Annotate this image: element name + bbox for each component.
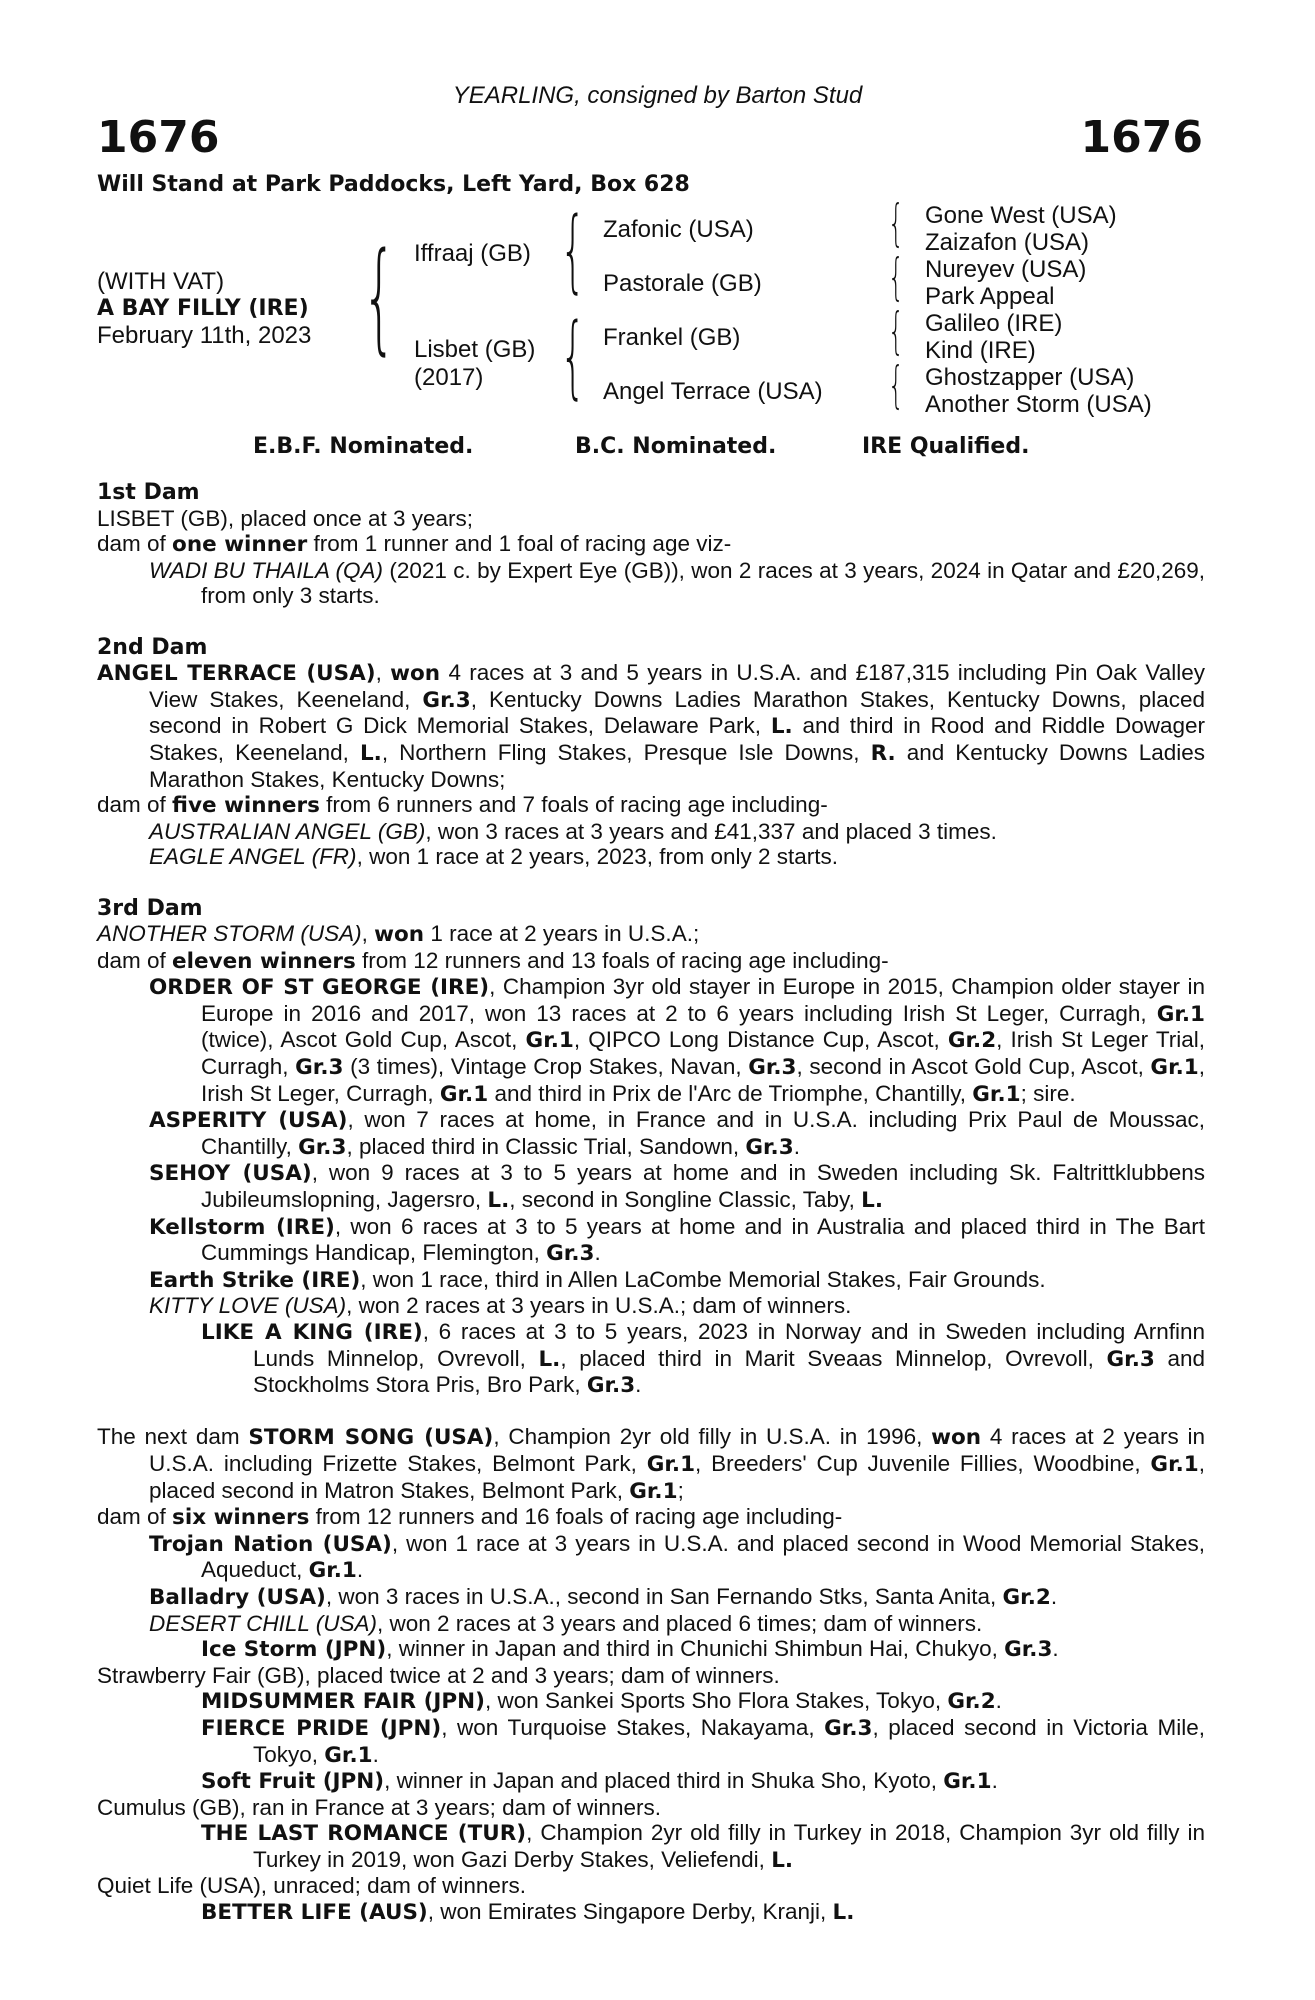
brace-gg4: { [888, 356, 904, 414]
next-dam-grand-progeny: MIDSUMMER FAIR (JPN), won Sankei Sports Sho Flora Stakes, Tokyo, Gr.2. [201, 1688, 1002, 1715]
third-dam-produce-summary: dam of eleven winners from 12 runners and 13 foals of racing age including- [97, 947, 889, 974]
brace-sire: { [560, 198, 586, 303]
third-dam-heading: 3rd Dam [97, 895, 203, 921]
granddam-paternal: Pastorale (GB) [603, 270, 762, 297]
second-dam-record: ANGEL TERRACE (USA), won 4 races at 3 and 5 years in U.S.A. and £187,315 including Pin Oak Valley View Stakes, Keeneland, Gr.3, Kentucky Downs Ladies Marathon Stakes, Kentucky Downs, placed second in Robert G Dick Memorial Stakes, Delaware Park, L. and third in Rood and Riddle Dowager Stakes, Keeneland, L., Northern Fling Stakes, Presque Isle Downs, R. and Kentucky Downs Ladies Marathon Stakes, Kentucky Downs; [97, 660, 1206, 792]
next-dam-record: The next dam STORM SONG (USA), Champion 2yr old filly in U.S.A. in 1996, won 4 races at 2 years in U.S.A. including Frizette Stakes, Belmont Park, Gr.1, Breeders' Cup Juvenile Fillies, Woodbine, Gr.1, placed second in Matron Stakes, Belmont Park, Gr.1; [97, 1424, 1205, 1504]
next-dam-progeny: Quiet Life (USA), unraced; dam of winners. [97, 1873, 526, 1899]
lot-number-right: 1676 [1080, 112, 1203, 163]
first-dam-heading: 1st Dam [97, 480, 200, 505]
great-grandparent-3: Nureyev (USA) [925, 256, 1087, 283]
horse-name: A BAY FILLY (IRE) [97, 296, 309, 321]
next-dam-progeny: Strawberry Fair (GB), placed twice at 2 and 3 years; dam of winners. [97, 1662, 780, 1688]
next-dam-grand-progeny: Ice Storm (JPN), winner in Japan and third in Chunichi Shimbun Hai, Chukyo, Gr.3. [201, 1636, 1059, 1663]
page-subtitle: YEARLING, consigned by Barton Stud [452, 82, 863, 109]
great-grandparent-6: Kind (IRE) [925, 337, 1036, 364]
second-dam-progeny: EAGLE ANGEL (FR), won 1 race at 2 years, 2023, from only 2 starts. [149, 844, 839, 870]
dam: Lisbet (GB) [414, 336, 536, 363]
third-dam-progeny: Earth Strike (IRE), won 1 race, third in Allen LaCombe Memorial Stakes, Fair Grounds. [149, 1266, 1046, 1293]
brace-horse: { [362, 228, 397, 367]
second-dam-progeny: AUSTRALIAN ANGEL (GB), won 3 races at 3 years and £41,337 and placed 3 times. [149, 818, 997, 844]
third-dam-grand-progeny: LIKE A KING (IRE), 6 races at 3 to 5 years, 2023 in Norway and in Sweden including Arnfinn Lunds Minnelop, Ovrevoll, L., placed third in Marit Sveaas Minnelop, Ovrevoll, Gr.3 and Stockholms Stora Pris, Bro Park, Gr.3. [201, 1319, 1206, 1399]
third-dam-progeny: KITTY LOVE (USA), won 2 races at 3 years in U.S.A.; dam of winners. [149, 1293, 852, 1319]
brace-gg2: { [888, 248, 904, 306]
nomination-ire: IRE Qualified. [862, 434, 1030, 459]
brace-gg1: { [888, 194, 904, 252]
next-dam-produce-summary: dam of six winners from 12 runners and 16 foals of racing age including- [97, 1504, 843, 1531]
next-dam-grand-progeny: THE LAST ROMANCE (TUR), Champion 2yr old filly in Turkey in 2018, Champion 3yr old filly in Turkey in 2019, won Gazi Derby Stakes, Veliefendi, L. [201, 1820, 1205, 1873]
next-dam-grand-progeny: BETTER LIFE (AUS), won Emirates Singapore Derby, Kranji, L. [201, 1899, 855, 1926]
great-grandparent-5: Galileo (IRE) [925, 310, 1063, 337]
next-dam-progeny: DESERT CHILL (USA), won 2 races at 3 years and placed 6 times; dam of winners. [149, 1610, 983, 1636]
next-dam-progeny: Balladry (USA), won 3 races in U.S.A., second in San Fernando Stks, Santa Anita, Gr.2. [149, 1583, 1058, 1610]
sire: Iffraaj (GB) [414, 240, 531, 267]
foaling-date: February 11th, 2023 [97, 322, 312, 349]
great-grandparent-8: Another Storm (USA) [925, 391, 1152, 418]
next-dam-progeny: Trojan Nation (USA), won 1 race at 3 years in U.S.A. and placed second in Wood Memorial Stakes, Aqueduct, Gr.1. [149, 1530, 1205, 1584]
nomination-ebf: E.B.F. Nominated. [253, 434, 474, 459]
brace-dam: { [560, 304, 586, 409]
great-grandparent-4: Park Appeal [925, 283, 1055, 310]
third-dam-record: ANOTHER STORM (USA), won 1 race at 2 years in U.S.A.; [97, 921, 700, 948]
next-dam-grand-progeny: Soft Fruit (JPN), winner in Japan and placed third in Shuka Sho, Kyoto, Gr.1. [201, 1768, 998, 1795]
third-dam-progeny: ORDER OF ST GEORGE (IRE), Champion 3yr old stayer in Europe in 2015, Champion older stayer in Europe in 2016 and 2017, won 13 races at 2 to 6 years including Irish St Leger, Curragh, Gr.1 (twice), Ascot Gold Cup, Ascot, Gr.1, QIPCO Long Distance Cup, Ascot, Gr.2, Irish St Leger Trial, Curragh, Gr.3 (3 times), Vintage Crop Stakes, Navan, Gr.3, second in Ascot Gold Cup, Ascot, Gr.1, Irish St Leger, Curragh, Gr.1 and third in Prix de l'Arc de Triomphe, Chantilly, Gr.1; sire. [149, 974, 1206, 1107]
grandsire-paternal: Zafonic (USA) [603, 216, 754, 243]
next-dam-grand-progeny: FIERCE PRIDE (JPN), won Turquoise Stakes, Nakayama, Gr.3, placed second in Victoria Mile, Tokyo, Gr.1. [201, 1714, 1205, 1768]
grandsire-maternal: Frankel (GB) [603, 324, 741, 351]
dam-year: (2017) [414, 364, 484, 391]
great-grandparent-2: Zaizafon (USA) [925, 229, 1090, 256]
second-dam-heading: 2nd Dam [97, 634, 208, 660]
great-grandparent-1: Gone West (USA) [925, 202, 1117, 229]
third-dam-progeny: Kellstorm (IRE), won 6 races at 3 to 5 years at home and in Australia and placed third in The Bart Cummings Handicap, Flemington, Gr.3. [149, 1213, 1205, 1267]
first-dam-progeny: WADI BU THAILA (QA) (2021 c. by Expert Eye (GB)), won 2 races at 3 years, 2024 in Qatar and £20,269, from only 3 starts. [149, 557, 1205, 609]
catalogue-body [97, 480, 1205, 1926]
granddam-maternal: Angel Terrace (USA) [603, 378, 823, 405]
brace-gg3: { [888, 302, 904, 360]
nomination-bc: B.C. Nominated. [575, 434, 777, 459]
great-grandparent-7: Ghostzapper (USA) [925, 364, 1135, 391]
third-dam-progeny: ASPERITY (USA), won 7 races at home, in France and in U.S.A. including Prix Paul de Moussac, Chantilly, Gr.3, placed third in Classic Trial, Sandown, Gr.3. [149, 1107, 1206, 1160]
next-dam-progeny: Cumulus (GB), ran in France at 3 years; dam of winners. [97, 1794, 661, 1820]
vat-note: (WITH VAT) [97, 268, 225, 295]
second-dam-produce-summary: dam of five winners from 6 runners and 7 foals of racing age including- [97, 792, 828, 819]
first-dam-line: LISBET (GB), placed once at 3 years; [97, 505, 474, 531]
first-dam-produce-summary: dam of one winner from 1 runner and 1 foal of racing age viz- [97, 531, 732, 558]
stand-location: Will Stand at Park Paddocks, Left Yard, Box 628 [97, 172, 690, 197]
third-dam-progeny: SEHOY (USA), won 9 races at 3 to 5 years at home and in Sweden including Sk. Faltrittklubbens Jubileumslopning, Jagersro, L., second in Songline Classic, Taby, L. [149, 1160, 1205, 1214]
lot-number-left: 1676 [97, 112, 220, 163]
